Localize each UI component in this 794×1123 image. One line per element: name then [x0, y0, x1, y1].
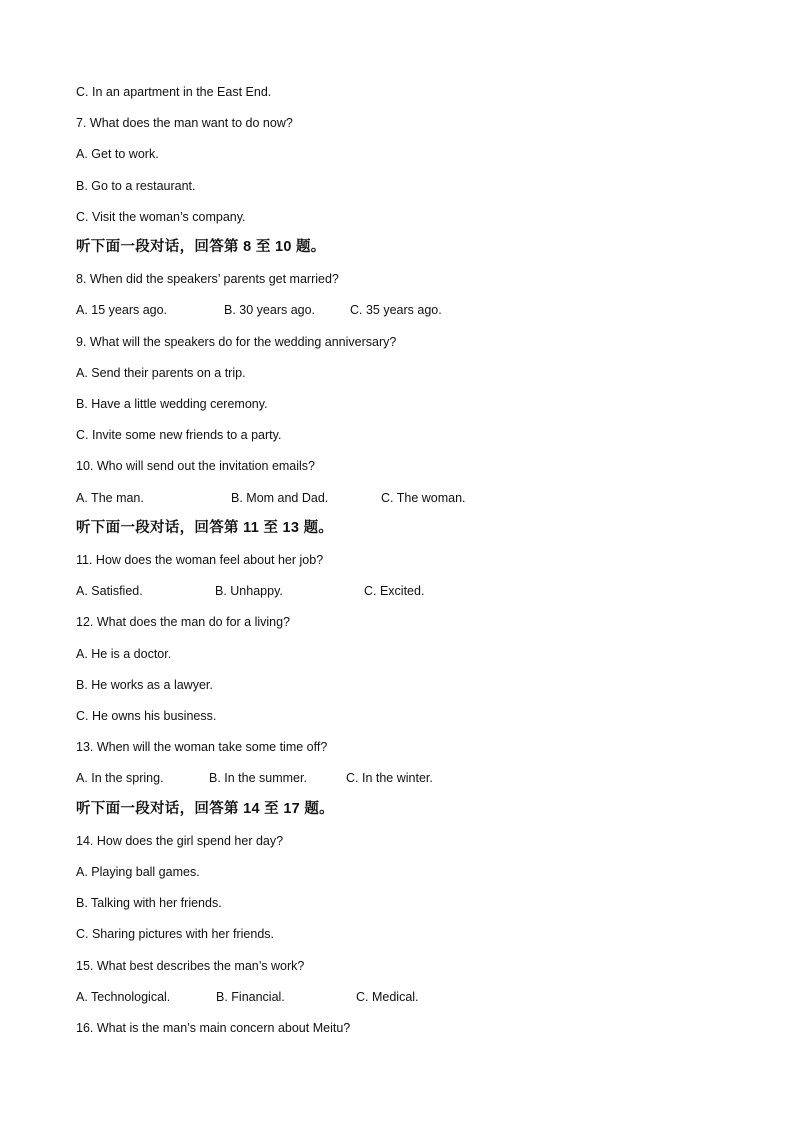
option-text: B. He works as a lawyer. — [76, 678, 213, 692]
question-13: 13. When will the woman take some time off? — [76, 740, 328, 754]
question-15: 15. What best describes the man’s work? — [76, 959, 305, 973]
option-a: A. The man. — [76, 491, 144, 505]
option-b: B. Mom and Dad. — [231, 491, 329, 505]
option-b: B. 30 years ago. — [224, 303, 316, 317]
option-a: A. In the spring. — [76, 771, 164, 785]
options-row — [76, 989, 716, 1005]
option-a: A. 15 years ago. — [76, 303, 168, 317]
option-text: C. In an apartment in the East End. — [76, 85, 272, 99]
option-text: A. Send their parents on a trip. — [76, 366, 246, 380]
option-text: C. Visit the woman’s company. — [76, 210, 246, 224]
question-9: 9. What will the speakers do for the wedding anniversary? — [76, 335, 397, 349]
option-text: C. He owns his business. — [76, 709, 217, 723]
section-heading: 听下面一段对话，回答第 11 至 13 题。 — [76, 520, 334, 536]
option-text: B. Have a little wedding ceremony. — [76, 397, 268, 411]
options-row — [76, 490, 716, 506]
option-text: B. Go to a restaurant. — [76, 179, 196, 193]
question-7: 7. What does the man want to do now? — [76, 116, 293, 130]
option-c: C. Medical. — [356, 990, 419, 1004]
options-row — [76, 583, 716, 599]
option-c: C. The woman. — [381, 491, 466, 505]
question-8: 8. When did the speakers’ parents get married? — [76, 272, 339, 286]
option-text: A. Playing ball games. — [76, 865, 200, 879]
option-text: C. Sharing pictures with her friends. — [76, 927, 275, 941]
section-heading: 听下面一段对话，回答第 14 至 17 题。 — [76, 801, 334, 817]
option-a: A. Technological. — [76, 990, 171, 1004]
question-16: 16. What is the man’s main concern about Meitu? — [76, 1021, 351, 1035]
option-text: A. He is a doctor. — [76, 647, 172, 661]
question-11: 11. How does the woman feel about her job? — [76, 553, 324, 567]
option-b: B. Unhappy. — [215, 584, 283, 598]
option-b: B. In the summer. — [209, 771, 307, 785]
option-c: C. 35 years ago. — [350, 303, 442, 317]
question-14: 14. How does the girl spend her day? — [76, 834, 284, 848]
option-text: B. Talking with her friends. — [76, 896, 222, 910]
option-b: B. Financial. — [216, 990, 285, 1004]
options-row — [76, 770, 716, 786]
option-c: C. In the winter. — [346, 771, 433, 785]
options-row — [76, 302, 716, 318]
option-c: C. Excited. — [364, 584, 425, 598]
question-12: 12. What does the man do for a living? — [76, 615, 291, 629]
option-a: A. Satisfied. — [76, 584, 143, 598]
question-10: 10. Who will send out the invitation emails? — [76, 459, 316, 473]
section-heading: 听下面一段对话，回答第 8 至 10 题。 — [76, 239, 326, 255]
option-text: C. Invite some new friends to a party. — [76, 428, 282, 442]
option-text: A. Get to work. — [76, 147, 159, 161]
